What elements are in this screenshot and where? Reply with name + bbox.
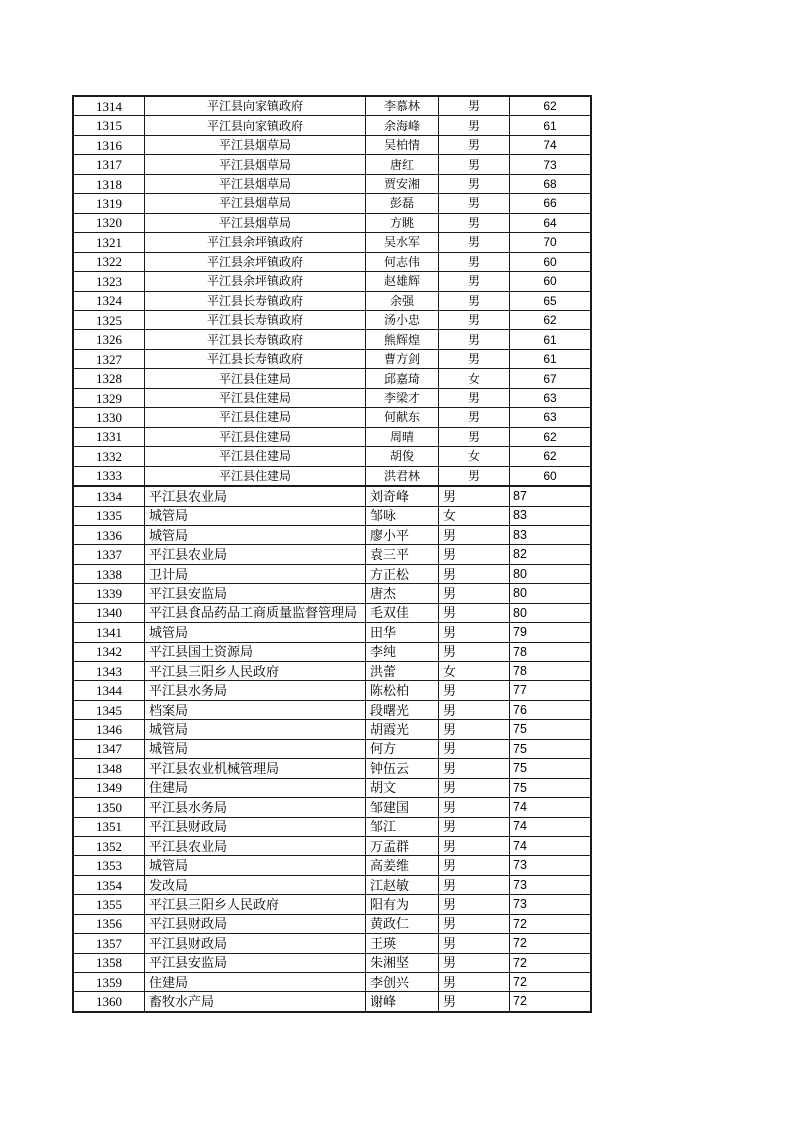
cell-organization: 发改局 [145, 876, 366, 894]
cell-person-name: 朱湘坚 [366, 954, 439, 972]
cell-organization: 平江县烟草局 [145, 175, 366, 193]
cell-serial-number: 1340 [74, 604, 145, 622]
cell-score: 65 [543, 293, 557, 308]
table-row [74, 701, 590, 720]
table-row [74, 934, 590, 953]
cell-person-name: 钟伍云 [366, 759, 439, 777]
cell-serial-number: 1359 [74, 973, 145, 991]
cell-organization: 平江县水务局 [145, 681, 366, 699]
cell-person-name: 田华 [366, 623, 439, 641]
cell-person-name: 余强 [366, 292, 439, 310]
cell-organization: 城管局 [145, 526, 366, 544]
cell-serial-number: 1324 [74, 292, 145, 310]
table-row [74, 662, 590, 681]
cell-organization: 平江县农业局 [145, 837, 366, 855]
cell-score: 78 [513, 663, 527, 678]
cell-gender: 男 [439, 584, 510, 602]
cell-person-name: 廖小平 [366, 526, 439, 544]
table-row [74, 526, 590, 545]
table-row [74, 954, 590, 973]
cell-person-name: 邹建国 [366, 798, 439, 816]
cell-gender: 男 [439, 623, 510, 641]
cell-score: 80 [513, 605, 527, 620]
cell-person-name: 何志伟 [366, 253, 439, 271]
cell-score: 72 [513, 974, 527, 989]
cell-organization: 城管局 [145, 856, 366, 874]
table-row [74, 408, 590, 427]
cell-organization: 城管局 [145, 720, 366, 738]
cell-serial-number: 1360 [74, 992, 145, 1010]
cell-gender: 男 [439, 876, 510, 894]
personnel-score-table [72, 95, 592, 1013]
cell-score: 72 [513, 994, 527, 1009]
cell-score: 74 [513, 819, 527, 834]
cell-gender: 男 [439, 116, 510, 134]
cell-person-name: 黄政仁 [366, 915, 439, 933]
cell-score: 79 [513, 625, 527, 640]
cell-score: 61 [543, 352, 557, 367]
cell-gender: 男 [439, 526, 510, 544]
cell-gender: 男 [439, 136, 510, 154]
cell-gender: 男 [439, 272, 510, 290]
cell-score: 78 [513, 644, 527, 659]
table-section-center [74, 97, 590, 487]
cell-gender: 男 [439, 292, 510, 310]
cell-person-name: 方正松 [366, 565, 439, 583]
cell-organization: 平江县食品药品工商质量监督管理局 [145, 604, 366, 622]
table-row [74, 97, 590, 116]
cell-serial-number: 1319 [74, 194, 145, 212]
cell-serial-number: 1339 [74, 584, 145, 602]
cell-organization: 平江县农业局 [145, 487, 366, 505]
cell-gender: 男 [439, 681, 510, 699]
table-row [74, 292, 590, 311]
cell-gender: 男 [439, 973, 510, 991]
cell-score: 74 [543, 138, 557, 153]
table-row [74, 272, 590, 291]
cell-serial-number: 1335 [74, 507, 145, 525]
cell-person-name: 陈松柏 [366, 681, 439, 699]
cell-serial-number: 1350 [74, 798, 145, 816]
cell-person-name: 周晴 [366, 428, 439, 446]
cell-person-name: 曹方剑 [366, 350, 439, 368]
cell-serial-number: 1327 [74, 350, 145, 368]
cell-serial-number: 1345 [74, 701, 145, 719]
table-row [74, 428, 590, 447]
cell-organization: 档案局 [145, 701, 366, 719]
cell-gender: 男 [439, 97, 510, 115]
table-row [74, 369, 590, 388]
cell-person-name: 唐红 [366, 155, 439, 173]
cell-serial-number: 1342 [74, 643, 145, 661]
table-row [74, 779, 590, 798]
cell-gender: 男 [439, 604, 510, 622]
table-row [74, 194, 590, 213]
table-row [74, 973, 590, 992]
table-row [74, 720, 590, 739]
cell-score: 75 [513, 722, 527, 737]
cell-organization: 平江县财政局 [145, 915, 366, 933]
cell-serial-number: 1316 [74, 136, 145, 154]
cell-person-name: 贾安湘 [366, 175, 439, 193]
cell-score: 61 [543, 118, 557, 133]
cell-serial-number: 1344 [74, 681, 145, 699]
cell-score: 62 [543, 449, 557, 464]
table-row [74, 604, 590, 623]
cell-organization: 卫计局 [145, 565, 366, 583]
cell-person-name: 邹江 [366, 818, 439, 836]
cell-organization: 平江县住建局 [145, 369, 366, 387]
cell-score: 83 [513, 527, 527, 542]
cell-score: 74 [513, 838, 527, 853]
cell-score: 73 [513, 897, 527, 912]
cell-person-name: 余海峰 [366, 116, 439, 134]
cell-person-name: 段曙光 [366, 701, 439, 719]
cell-organization: 平江县安监局 [145, 584, 366, 602]
table-row [74, 992, 590, 1010]
cell-score: 64 [543, 215, 557, 230]
cell-person-name: 邹咏 [366, 507, 439, 525]
cell-organization: 平江县财政局 [145, 934, 366, 952]
table-row [74, 155, 590, 174]
cell-score: 62 [543, 429, 557, 444]
cell-organization: 平江县农业机械管理局 [145, 759, 366, 777]
cell-serial-number: 1353 [74, 856, 145, 874]
cell-serial-number: 1348 [74, 759, 145, 777]
table-row [74, 253, 590, 272]
cell-score: 70 [543, 235, 557, 250]
cell-serial-number: 1314 [74, 97, 145, 115]
cell-person-name: 洪君林 [366, 467, 439, 485]
cell-person-name: 方眺 [366, 214, 439, 232]
cell-organization: 平江县烟草局 [145, 214, 366, 232]
cell-gender: 男 [439, 467, 510, 485]
cell-organization: 畜牧水产局 [145, 992, 366, 1010]
table-row [74, 487, 590, 506]
table-row [74, 740, 590, 759]
table-row [74, 915, 590, 934]
table-row [74, 136, 590, 155]
cell-person-name: 李梁才 [366, 389, 439, 407]
table-row [74, 565, 590, 584]
cell-serial-number: 1332 [74, 447, 145, 465]
cell-person-name: 唐杰 [366, 584, 439, 602]
table-row [74, 311, 590, 330]
table-row [74, 467, 590, 485]
cell-gender: 女 [439, 662, 510, 680]
table-row [74, 584, 590, 603]
cell-organization: 平江县住建局 [145, 389, 366, 407]
cell-serial-number: 1347 [74, 740, 145, 758]
cell-score: 60 [543, 274, 557, 289]
cell-score: 72 [513, 936, 527, 951]
cell-score: 82 [513, 547, 527, 562]
cell-serial-number: 1358 [74, 954, 145, 972]
cell-gender: 男 [439, 408, 510, 426]
cell-serial-number: 1322 [74, 253, 145, 271]
cell-gender: 男 [439, 818, 510, 836]
cell-gender: 男 [439, 759, 510, 777]
cell-score: 73 [513, 858, 527, 873]
cell-organization: 城管局 [145, 507, 366, 525]
table-row [74, 759, 590, 778]
table-row [74, 233, 590, 252]
cell-serial-number: 1326 [74, 330, 145, 348]
cell-gender: 男 [439, 487, 510, 505]
cell-organization: 城管局 [145, 623, 366, 641]
cell-person-name: 阳有为 [366, 895, 439, 913]
table-row [74, 837, 590, 856]
cell-gender: 男 [439, 175, 510, 193]
cell-score: 61 [543, 332, 557, 347]
table-row [74, 350, 590, 369]
cell-serial-number: 1346 [74, 720, 145, 738]
cell-organization: 平江县长寿镇政府 [145, 311, 366, 329]
cell-person-name: 赵雄辉 [366, 272, 439, 290]
cell-score: 75 [513, 761, 527, 776]
cell-person-name: 胡俊 [366, 447, 439, 465]
table-row [74, 507, 590, 526]
cell-gender: 男 [439, 428, 510, 446]
cell-gender: 男 [439, 720, 510, 738]
cell-score: 75 [513, 780, 527, 795]
cell-gender: 男 [439, 837, 510, 855]
cell-gender: 男 [439, 155, 510, 173]
cell-score: 63 [543, 410, 557, 425]
cell-gender: 男 [439, 856, 510, 874]
cell-gender: 男 [439, 545, 510, 563]
cell-person-name: 熊辉煌 [366, 330, 439, 348]
table-row [74, 389, 590, 408]
cell-person-name: 李纯 [366, 643, 439, 661]
cell-score: 75 [513, 741, 527, 756]
cell-organization: 平江县住建局 [145, 467, 366, 485]
cell-score: 87 [513, 489, 527, 504]
cell-organization: 平江县向家镇政府 [145, 116, 366, 134]
cell-person-name: 高姜维 [366, 856, 439, 874]
cell-organization: 平江县长寿镇政府 [145, 350, 366, 368]
cell-organization: 平江县财政局 [145, 818, 366, 836]
cell-serial-number: 1343 [74, 662, 145, 680]
cell-gender: 男 [439, 643, 510, 661]
table-row [74, 643, 590, 662]
cell-person-name: 万孟群 [366, 837, 439, 855]
cell-gender: 男 [439, 779, 510, 797]
table-row [74, 214, 590, 233]
cell-gender: 男 [439, 194, 510, 212]
cell-serial-number: 1357 [74, 934, 145, 952]
cell-score: 73 [543, 157, 557, 172]
cell-organization: 平江县长寿镇政府 [145, 330, 366, 348]
cell-score: 74 [513, 800, 527, 815]
cell-person-name: 毛双佳 [366, 604, 439, 622]
cell-person-name: 王瑛 [366, 934, 439, 952]
cell-gender: 男 [439, 934, 510, 952]
cell-serial-number: 1333 [74, 467, 145, 485]
cell-gender: 男 [439, 740, 510, 758]
cell-person-name: 李慕林 [366, 97, 439, 115]
cell-serial-number: 1317 [74, 155, 145, 173]
table-row [74, 876, 590, 895]
cell-person-name: 彭磊 [366, 194, 439, 212]
cell-score: 76 [513, 702, 527, 717]
cell-gender: 男 [439, 311, 510, 329]
table-row [74, 447, 590, 466]
cell-person-name: 李创兴 [366, 973, 439, 991]
cell-gender: 男 [439, 233, 510, 251]
cell-organization: 平江县水务局 [145, 798, 366, 816]
cell-score: 83 [513, 508, 527, 523]
table-row [74, 545, 590, 564]
cell-gender: 男 [439, 330, 510, 348]
cell-serial-number: 1356 [74, 915, 145, 933]
cell-gender: 男 [439, 253, 510, 271]
cell-serial-number: 1315 [74, 116, 145, 134]
cell-score: 60 [543, 254, 557, 269]
cell-serial-number: 1352 [74, 837, 145, 855]
cell-serial-number: 1321 [74, 233, 145, 251]
cell-serial-number: 1328 [74, 369, 145, 387]
cell-serial-number: 1320 [74, 214, 145, 232]
cell-score: 62 [543, 99, 557, 114]
cell-person-name: 吴柏情 [366, 136, 439, 154]
cell-score: 72 [513, 916, 527, 931]
table-row [74, 623, 590, 642]
cell-organization: 平江县住建局 [145, 428, 366, 446]
cell-gender: 男 [439, 954, 510, 972]
cell-score: 72 [513, 955, 527, 970]
cell-gender: 男 [439, 915, 510, 933]
cell-person-name: 胡文 [366, 779, 439, 797]
cell-person-name: 何方 [366, 740, 439, 758]
cell-organization: 平江县三阳乡人民政府 [145, 662, 366, 680]
cell-serial-number: 1355 [74, 895, 145, 913]
cell-serial-number: 1338 [74, 565, 145, 583]
cell-serial-number: 1329 [74, 389, 145, 407]
cell-person-name: 邱嘉琦 [366, 369, 439, 387]
cell-score: 77 [513, 683, 527, 698]
cell-serial-number: 1331 [74, 428, 145, 446]
cell-organization: 平江县烟草局 [145, 155, 366, 173]
cell-organization: 平江县安监局 [145, 954, 366, 972]
cell-organization: 平江县余坪镇政府 [145, 272, 366, 290]
cell-organization: 城管局 [145, 740, 366, 758]
cell-score: 80 [513, 566, 527, 581]
cell-gender: 男 [439, 798, 510, 816]
cell-serial-number: 1351 [74, 818, 145, 836]
cell-organization: 平江县向家镇政府 [145, 97, 366, 115]
cell-gender: 女 [439, 369, 510, 387]
cell-person-name: 洪蕾 [366, 662, 439, 680]
cell-organization: 平江县余坪镇政府 [145, 233, 366, 251]
cell-serial-number: 1330 [74, 408, 145, 426]
cell-organization: 平江县长寿镇政府 [145, 292, 366, 310]
cell-serial-number: 1325 [74, 311, 145, 329]
cell-organization: 平江县烟草局 [145, 136, 366, 154]
cell-organization: 平江县国土资源局 [145, 643, 366, 661]
cell-person-name: 胡霞光 [366, 720, 439, 738]
cell-serial-number: 1354 [74, 876, 145, 894]
cell-gender: 女 [439, 507, 510, 525]
cell-person-name: 袁三平 [366, 545, 439, 563]
cell-serial-number: 1334 [74, 487, 145, 505]
cell-person-name: 何献东 [366, 408, 439, 426]
cell-gender: 女 [439, 447, 510, 465]
cell-score: 60 [543, 468, 557, 483]
cell-score: 63 [543, 391, 557, 406]
cell-gender: 男 [439, 565, 510, 583]
cell-score: 73 [513, 877, 527, 892]
cell-serial-number: 1349 [74, 779, 145, 797]
cell-gender: 男 [439, 701, 510, 719]
table-row [74, 330, 590, 349]
cell-organization: 平江县农业局 [145, 545, 366, 563]
table-row [74, 681, 590, 700]
cell-person-name: 谢峰 [366, 992, 439, 1010]
cell-gender: 男 [439, 214, 510, 232]
cell-organization: 住建局 [145, 779, 366, 797]
cell-person-name: 刘奇峰 [366, 487, 439, 505]
cell-organization: 平江县三阳乡人民政府 [145, 895, 366, 913]
table-section-left [74, 487, 590, 1011]
cell-person-name: 江赵敏 [366, 876, 439, 894]
cell-score: 66 [543, 196, 557, 211]
cell-organization: 平江县烟草局 [145, 194, 366, 212]
cell-serial-number: 1323 [74, 272, 145, 290]
cell-gender: 男 [439, 895, 510, 913]
cell-organization: 平江县住建局 [145, 408, 366, 426]
cell-serial-number: 1337 [74, 545, 145, 563]
cell-score: 68 [543, 177, 557, 192]
cell-organization: 平江县余坪镇政府 [145, 253, 366, 271]
cell-serial-number: 1341 [74, 623, 145, 641]
table-row [74, 116, 590, 135]
cell-organization: 平江县住建局 [145, 447, 366, 465]
cell-gender: 男 [439, 389, 510, 407]
table-row [74, 895, 590, 914]
cell-serial-number: 1336 [74, 526, 145, 544]
cell-serial-number: 1318 [74, 175, 145, 193]
table-row [74, 798, 590, 817]
cell-score: 80 [513, 586, 527, 601]
cell-person-name: 汤小忠 [366, 311, 439, 329]
table-row [74, 856, 590, 875]
table-row [74, 818, 590, 837]
table-row [74, 175, 590, 194]
cell-gender: 男 [439, 992, 510, 1010]
cell-gender: 男 [439, 350, 510, 368]
cell-person-name: 吴水军 [366, 233, 439, 251]
cell-organization: 住建局 [145, 973, 366, 991]
cell-score: 67 [543, 371, 557, 386]
cell-score: 62 [543, 313, 557, 328]
